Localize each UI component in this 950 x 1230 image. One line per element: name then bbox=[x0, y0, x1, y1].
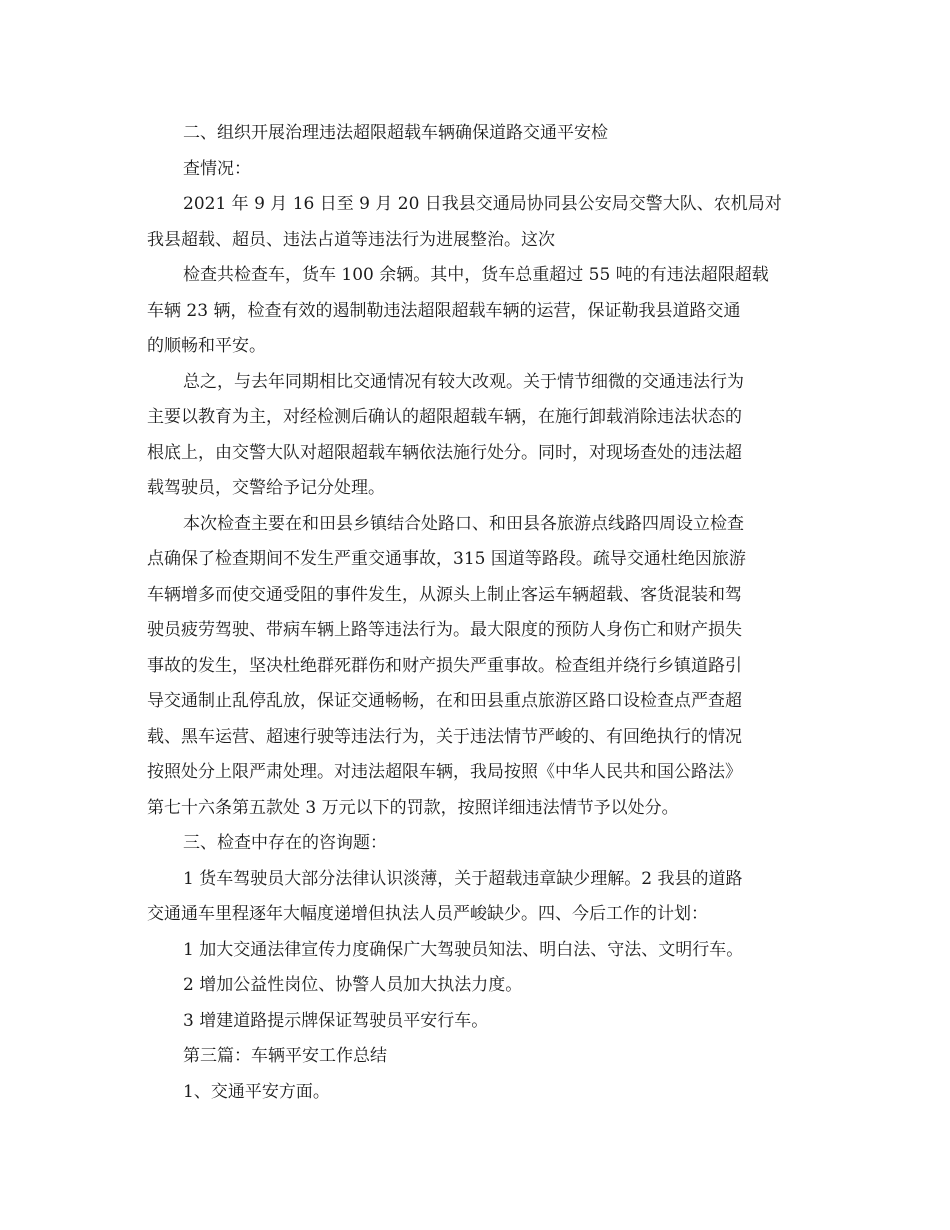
text-line: 本次检查主要在和田县乡镇结合处路口、和田县各旅游点线路四周设立检查 bbox=[183, 513, 744, 534]
text-line: 2021 年 9 月 16 日至 9 月 20 日我县交通局协同县公安局交警大队、农机局对 bbox=[183, 194, 782, 214]
text-line: 二、组织开展治理违法超限超载车辆确保道路交通平安检 bbox=[183, 123, 608, 143]
text-line: 导交通制止乱停乱放，保证交通畅畅，在和田县重点旅游区路口设检查点严查超 bbox=[147, 691, 742, 711]
text-line: 车辆增多而使交通受阻的事件发生，从源头上制止客运车辆超载、客货混装和驾 bbox=[147, 584, 742, 605]
text-line: 检查共检查车，货车 100 余辆。其中，货车总重超过 55 吨的有违法超限超载 bbox=[183, 265, 769, 285]
text-line: 查情况： bbox=[183, 158, 251, 179]
text-line: 的顺畅和平安。 bbox=[147, 336, 266, 356]
text-line: 点确保了检查期间不发生严重交通事故，315 国道等路段。疏导交通杜绝因旅游 bbox=[147, 549, 746, 569]
text-line: 根底上，由交警大队对超限超载车辆依法施行处分。同时，对现场查处的违法超 bbox=[147, 442, 742, 463]
text-line: 主要以教育为主，对经检测后确认的超限超载车辆，在施行卸载消除违法状态的 bbox=[147, 407, 742, 427]
text-line: 载、黑车运营、超速行驶等违法行为，关于违法情节严峻的、有回绝执行的情况 bbox=[147, 726, 742, 747]
text-line: 交通通车里程逐年大幅度递增但执法人员严峻缺少。四、今后工作的计划： bbox=[147, 904, 708, 924]
text-line: 1 货车驾驶员大部分法律认识淡薄，关于超载违章缺少理解。2 我县的道路 bbox=[183, 868, 743, 889]
text-line: 按照处分上限严肃处理。对违法超限车辆，我局按照《中华人民共和国公路法》 bbox=[147, 762, 742, 782]
text-line: 2 增加公益性岗位、协警人员加大执法力度。 bbox=[183, 975, 523, 995]
text-line: 3 增建道路提示牌保证驾驶员平安行车。 bbox=[183, 1010, 489, 1031]
text-line: 第三篇：车辆平安工作总结 bbox=[183, 1046, 387, 1066]
text-line: 1 加大交通法律宣传力度确保广大驾驶员知法、明白法、守法、文明行车。 bbox=[183, 939, 744, 960]
text-line: 总之，与去年同期相比交通情况有较大改观。关于情节细微的交通违法行为 bbox=[183, 371, 744, 392]
text-line: 驶员疲劳驾驶、带病车辆上路等违法行为。最大限度的预防人身伤亡和财产损失 bbox=[147, 620, 742, 640]
text-line: 事故的发生，坚决杜绝群死群伤和财产损失严重事故。检查组并绕行乡镇道路引 bbox=[147, 655, 742, 676]
text-line: 第七十六条第五款处 3 万元以下的罚款，按照详细违法情节予以处分。 bbox=[147, 797, 679, 818]
text-line: 载驾驶员，交警给予记分处理。 bbox=[147, 478, 385, 498]
text-line: 车辆 23 辆，检查有效的遏制勒违法超限超载车辆的运营，保证勒我县道路交通 bbox=[147, 300, 741, 321]
text-line: 三、检查中存在的咨询题： bbox=[183, 833, 387, 853]
document-body bbox=[147, 116, 807, 1110]
text-line: 1、交通平安方面。 bbox=[183, 1081, 330, 1102]
text-line: 我县超载、超员、违法占道等违法行为进展整治。这次 bbox=[147, 229, 555, 250]
